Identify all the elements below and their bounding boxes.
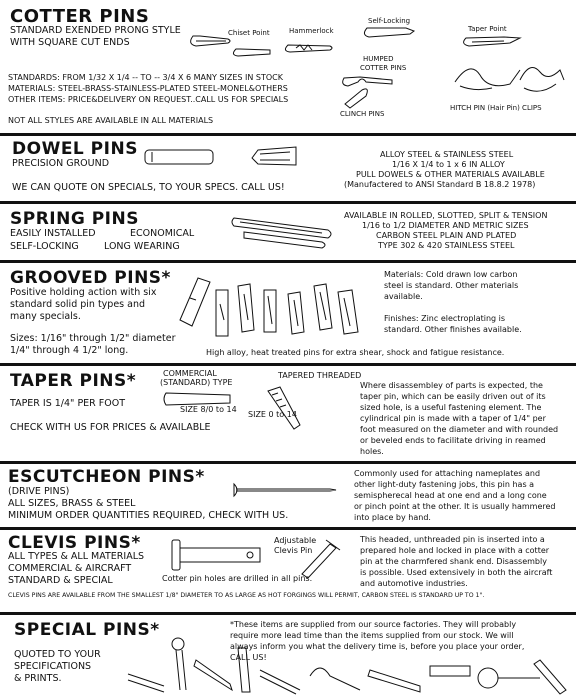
clevis-l3: STANDARD & SPECIAL xyxy=(8,575,113,586)
cotter-sub1: STANDARD EXENDED PRONG STYLE xyxy=(10,25,181,36)
clevis-title: CLEVIS PINS* xyxy=(8,533,141,553)
divider xyxy=(0,133,576,136)
label-self-locking: Self-Locking xyxy=(368,17,411,25)
taper-commercial-1: COMMERCIAL xyxy=(163,369,217,378)
label-clinch-pins: CLINCH PINS xyxy=(340,110,385,118)
taper-size-2: SIZE 0 to 14 xyxy=(248,410,297,419)
spring-r3: CARBON STEEL PLAIN AND PLATED xyxy=(376,231,517,240)
grooved-f2: standard. Other finishes available. xyxy=(384,325,522,334)
escutcheon-d5: into place by hand. xyxy=(354,513,431,522)
divider xyxy=(0,612,576,615)
taper-d3: sized hole, is a useful fastening element. The xyxy=(360,403,542,412)
spring-r1: AVAILABLE IN ROLLED, SLOTTED, SPLIT & TENSION xyxy=(344,211,548,220)
clevis-l2: COMMERCIAL & AIRCRAFT xyxy=(8,563,132,574)
grooved-m3: available. xyxy=(384,292,423,301)
grooved-p3: many specials. xyxy=(10,311,81,322)
grooved-f1: Finishes: Zinc electroplating is xyxy=(384,314,506,323)
grooved-pin-drawing xyxy=(176,270,376,342)
special-d4: CALL US! xyxy=(230,653,267,662)
divider xyxy=(0,363,576,366)
special-pin-drawing xyxy=(120,630,576,698)
escutcheon-title: ESCUTCHEON PINS* xyxy=(8,467,205,487)
dowel-pin-drawing xyxy=(140,140,340,180)
clevis-d2: prepared hole and locked in place with a cotter xyxy=(360,546,550,555)
label-hitch-pin: HITCH PIN (Hair Pin) CLIPS xyxy=(450,104,542,112)
taper-d4: cylindrical pin is made with a taper of 1/4" per xyxy=(360,414,546,423)
dowel-r4: (Manufactered to ANSI Standard B 18.8.2 1978) xyxy=(344,180,536,189)
special-title: SPECIAL PINS* xyxy=(14,620,160,640)
divider xyxy=(0,461,576,464)
divider xyxy=(0,201,576,204)
taper-commercial-2: (STANDARD) TYPE xyxy=(160,378,233,387)
cotter-title: COTTER PINS xyxy=(10,6,150,27)
taper-d5: foot measured on the diameter and with rounded xyxy=(360,425,559,434)
dowel-r3: PULL DOWELS & OTHER MATERIALS AVAILABLE xyxy=(356,170,545,179)
taper-d2: taper pin, which can be easily driven out of its xyxy=(360,392,546,401)
grooved-p1: Positive holding action with six xyxy=(10,287,157,298)
clevis-d1: This headed, unthreaded pin is inserted into a xyxy=(360,535,545,544)
special-d2: require more lead time than the items supplied from our stock. We will xyxy=(230,631,514,640)
taper-check: CHECK WITH US FOR PRICES & AVAILABLE xyxy=(10,422,211,433)
grooved-p2: standard solid pin types and xyxy=(10,299,146,310)
escutcheon-pin-drawing xyxy=(230,480,340,500)
clevis-d3: pin at the charmfered shank end. Disassembly xyxy=(360,557,547,566)
cotter-sub2: WITH SQUARE CUT ENDS xyxy=(10,37,130,48)
cotter-info-other: OTHER ITEMS: PRICE&DELIVERY ON REQUEST..CALL US FOR SPECIALS xyxy=(8,95,289,104)
divider xyxy=(0,527,576,530)
divider xyxy=(0,260,576,263)
cotter-note: NOT ALL STYLES ARE AVAILABLE IN ALL MATERIALS xyxy=(8,116,214,125)
label-humped: HUMPED xyxy=(363,55,394,63)
special-l3: & PRINTS. xyxy=(14,673,62,684)
label-humped-2: COTTER PINS xyxy=(360,64,407,72)
special-d3: always inform you what the delivery time is, before you place your order, xyxy=(230,642,525,651)
grooved-m2: steel is standard. Other materials xyxy=(384,281,519,290)
escutcheon-d2: other light-duty fastening jobs, this pin has a xyxy=(354,480,535,489)
escutcheon-sub: (DRIVE PINS) xyxy=(8,486,70,497)
clevis-holes: Cotter pin holes are drilled in all pins. xyxy=(162,574,313,583)
special-d1: *These items are supplied from our source factories. They will probably xyxy=(230,620,517,629)
clevis-l1: ALL TYPES & ALL MATERIALS xyxy=(8,551,145,562)
label-hammerlock: Hammerlock xyxy=(289,27,334,35)
spring-title: SPRING PINS xyxy=(10,209,139,229)
dowel-title: DOWEL PINS xyxy=(12,139,138,159)
spring-l2b: LONG WEARING xyxy=(104,241,180,252)
escutcheon-d1: Commonly used for attaching nameplates and xyxy=(354,469,541,478)
taper-d1: Where disassembley of parts is expected, the xyxy=(360,381,543,390)
spring-l2a: SELF-LOCKING xyxy=(10,241,79,252)
clevis-footnote: CLEVIS PINS ARE AVAILABLE FROM THE SMALLEST 1/8" DIAMETER TO AS LARGE AS HOT FORGINGS WILL PERMIT, CARBON STEEL IS STANDARD UP TO 1". xyxy=(8,592,485,599)
clevis-d5: and automotive industries. xyxy=(360,579,468,588)
grooved-s1: Sizes: 1/16" through 1/2" diameter xyxy=(10,333,176,344)
taper-perfoot: TAPER IS 1/4" PER FOOT xyxy=(10,398,126,409)
clevis-adj-2: Clevis Pin xyxy=(274,546,313,555)
taper-size-1: SIZE 8/0 to 14 xyxy=(180,405,237,414)
taper-d6: or beveled ends to facilitate driving in reamed xyxy=(360,436,546,445)
spring-pin-drawing xyxy=(230,210,340,250)
grooved-title: GROOVED PINS* xyxy=(10,268,171,288)
escutcheon-l2: MINIMUM ORDER QUANTITIES REQUIRED, CHECK WITH US. xyxy=(8,510,289,521)
label-chiset-point: Chiset Point xyxy=(228,29,270,37)
spring-r2: 1/16 to 1/2 DIAMETER AND METRIC SIZES xyxy=(362,221,529,230)
special-l2: SPECIFICATIONS xyxy=(14,661,92,672)
label-taper-point: Taper Point xyxy=(468,25,507,33)
escutcheon-l1: ALL SIZES, BRASS & STEEL xyxy=(8,498,136,509)
special-l1: QUOTED TO YOUR xyxy=(14,649,101,660)
cotter-info-standards: STANDARDS: FROM 1/32 X 1/4 -- TO -- 3/4 X 6 MANY SIZES IN STOCK xyxy=(8,73,283,82)
spring-r4: TYPE 302 & 420 STAINLESS STEEL xyxy=(378,241,515,250)
dowel-r2: 1/16 X 1/4 to 1 x 6 IN ALLOY xyxy=(392,160,505,169)
spring-l1b: ECONOMICAL xyxy=(130,228,195,239)
clevis-adj-1: Adjustable xyxy=(274,536,317,545)
escutcheon-d3: semispherecal head at one end and a long cone xyxy=(354,491,547,500)
grooved-alloy: High alloy, heat treated pins for extra shear, shock and fatigue resistance. xyxy=(206,348,505,357)
dowel-r1: ALLOY STEEL & STAINLESS STEEL xyxy=(380,150,514,159)
grooved-m1: Materials: Cold drawn low carbon xyxy=(384,270,518,279)
escutcheon-d4: or pinch point at the other. It is usually hammered xyxy=(354,502,556,511)
dowel-quote: WE CAN QUOTE ON SPECIALS, TO YOUR SPECS. CALL US! xyxy=(12,182,285,193)
clevis-d4: is possible. Used extensively in both the aircraft xyxy=(360,568,553,577)
cotter-pin-drawing xyxy=(0,0,576,135)
spring-l1a: EASILY INSTALLED xyxy=(10,228,96,239)
grooved-s2: 1/4" through 4 1/2" long. xyxy=(10,345,129,356)
taper-threaded: TAPERED THREADED xyxy=(278,371,362,380)
cotter-info-materials: MATERIALS: STEEL-BRASS-STAINLESS-PLATED STEEL-MONEL&OTHERS xyxy=(8,84,288,93)
dowel-sub: PRECISION GROUND xyxy=(12,158,110,169)
taper-title: TAPER PINS* xyxy=(10,371,137,391)
taper-d7: holes. xyxy=(360,447,384,456)
